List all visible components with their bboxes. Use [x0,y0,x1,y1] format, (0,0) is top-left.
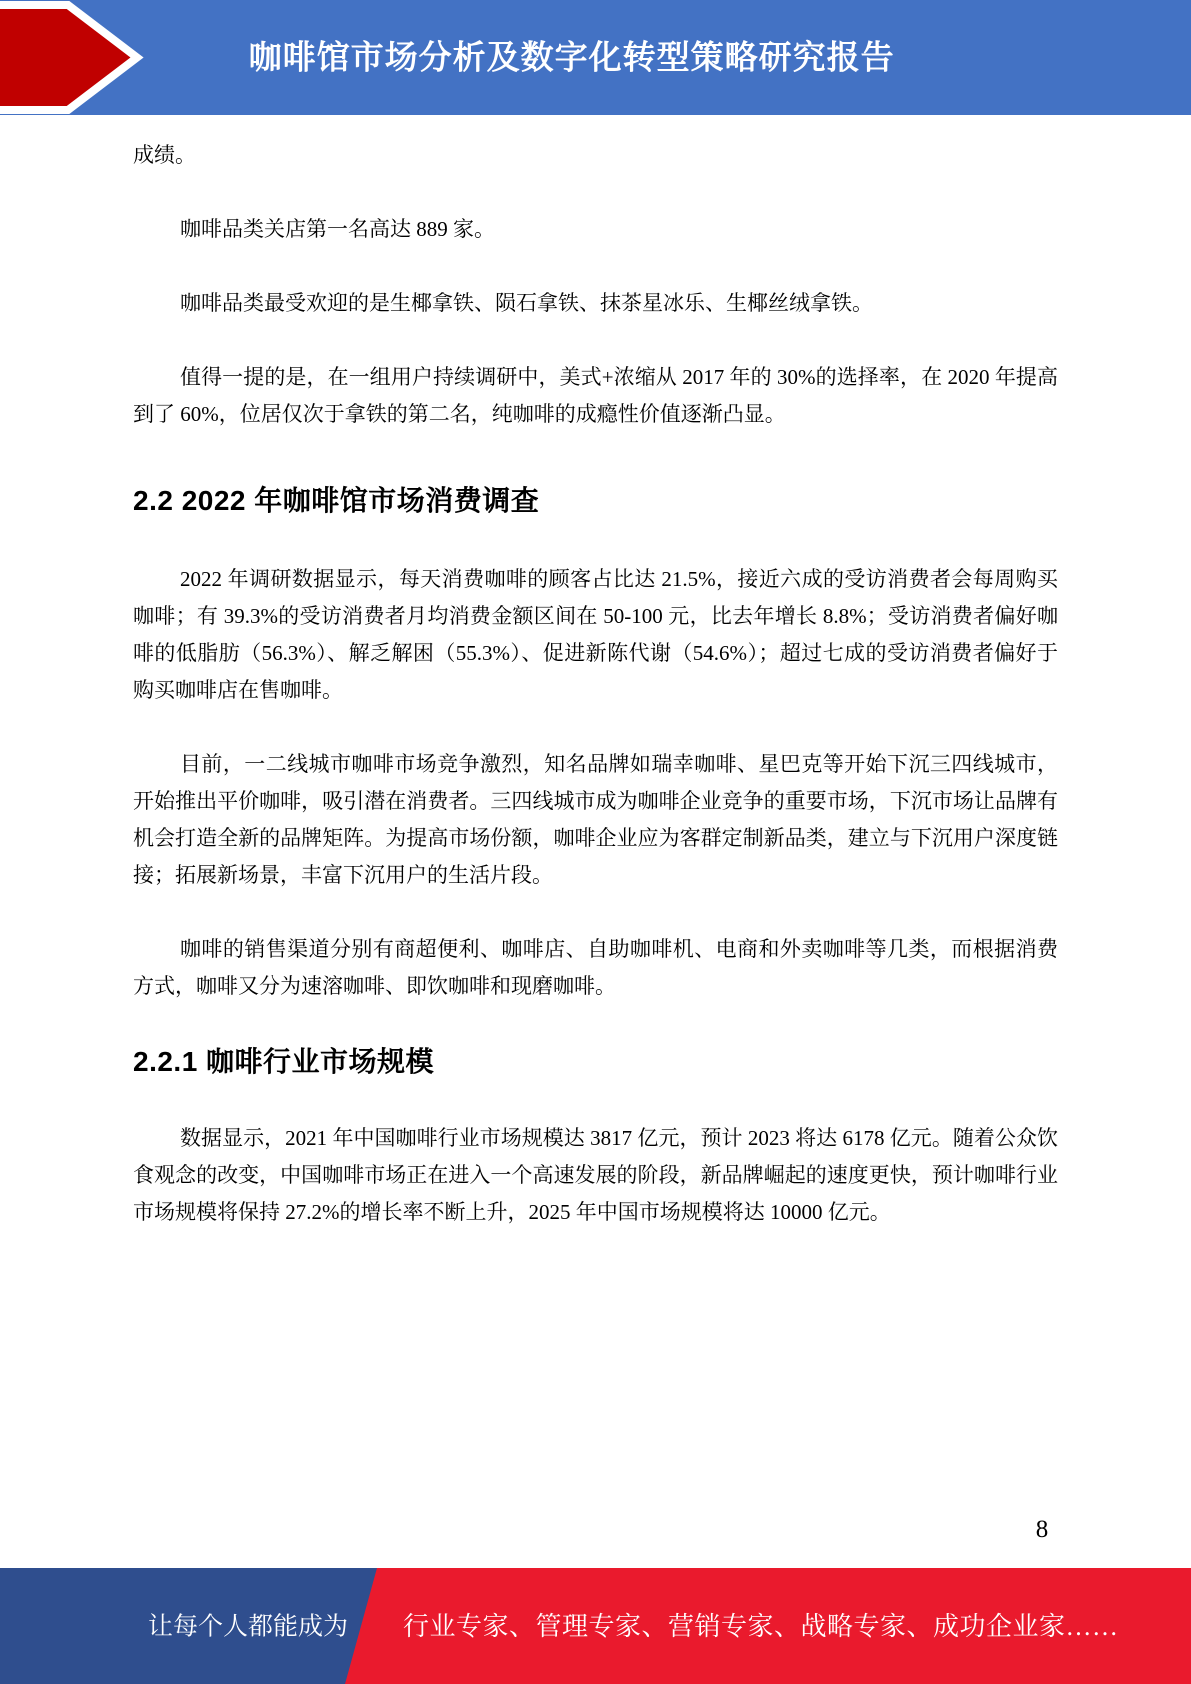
paragraph: 目前，一二线城市咖啡市场竞争激烈，知名品牌如瑞幸咖啡、星巴克等开始下沉三四线城市，开始推出平价咖啡，吸引潜在消费者。三四线城市成为咖啡企业竞争的重要市场，下沉市场让品牌有机会打造全新的品牌矩阵。为提高市场份额，咖啡企业应为客群定制新品类，建立与下沉用户深度链接；拓展新场景，丰富下沉用户的生活片段。 [133,752,1058,887]
paragraph: 咖啡品类最受欢迎的是生椰拿铁、陨石拿铁、抹茶星冰乐、生椰丝绒拿铁。 [180,291,873,315]
footer-slogan-left: 让每个人都能成为 [147,1613,348,1641]
paragraph: 咖啡品类关店第一名高达 889 家。 [180,217,495,241]
paragraph: 咖啡的销售渠道分别有商超便利、咖啡店、自助咖啡机、电商和外卖咖啡等几类，而根据消费方式，咖啡又分为速溶咖啡、即饮咖啡和现磨咖啡。 [133,937,1058,998]
report-title: 咖啡馆市场分析及数字化转型策略研究报告 [248,38,895,76]
page-number: 8 [1035,1516,1049,1543]
paragraph: 数据显示，2021 年中国咖啡行业市场规模达 3817 亿元，预计 2023 将达 6178 亿元。随着公众饮食观念的改变，中国咖啡市场正在进入一个高速发展的阶段，新品牌崛起的速度更快，预计咖啡行业市场规模将保持 27.2%的增长率不断上升，2025 年中国市场规模将达 10000 亿元。 [133,1126,1058,1224]
section-heading: 2.2 2022 年咖啡馆市场消费调查 [133,485,540,516]
chevron-arrow-icon [0,0,165,115]
page-header-banner [0,0,1191,115]
paragraph: 值得一提的是，在一组用户持续调研中，美式+浓缩从 2017 年的 30%的选择率，在 2020 年提高到了 60%，位居仅次于拿铁的第二名，纯咖啡的成瘾性价值逐渐凸显。 [133,365,1058,426]
footer-slogan-right: 行业专家、管理专家、营销专家、战略专家、成功企业家…… [403,1612,1119,1642]
page-footer-banner [0,1568,1191,1684]
paragraph: 成绩。 [133,143,196,167]
document-body [133,115,1058,1268]
section-heading: 2.2.1 咖啡行业市场规模 [133,1046,435,1077]
paragraph: 2022 年调研数据显示，每天消费咖啡的顾客占比达 21.5%，接近六成的受访消费者会每周购买咖啡；有 39.3%的受访消费者月均消费金额区间在 50-100 元，比去年增长 8.8%；受访消费者偏好咖啡的低脂肪（56.3%）、解乏解困（55.3%）、促进新陈代谢（54.6%）；超过七成的受访消费者偏好于购买咖啡店在售咖啡。 [133,567,1058,702]
